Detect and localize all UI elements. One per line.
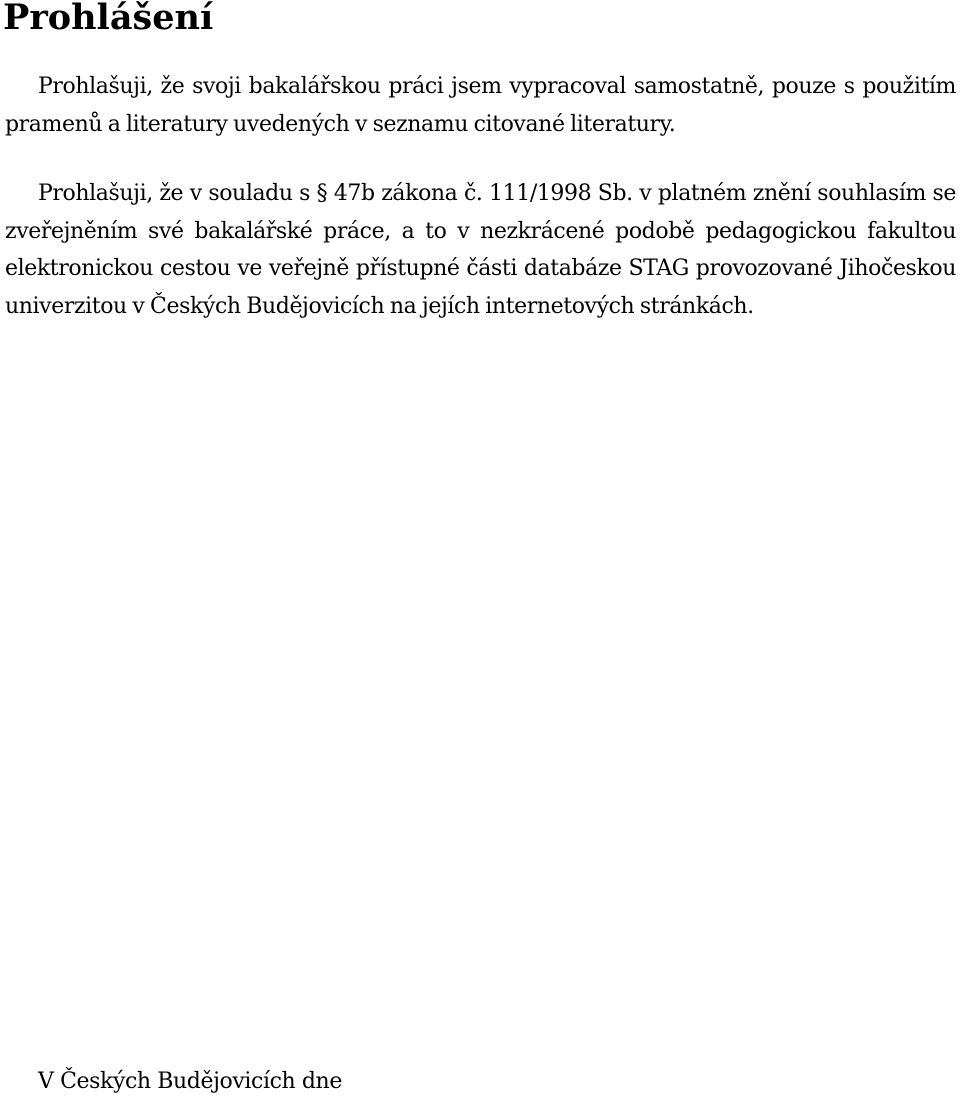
declaration-paragraph-independent-work: Prohlašuji, že svoji bakalářskou práci jsem vypracoval samostatně, pouze s použitím pramenů a literatury uvedených v seznamu citované literatury. <box>5 74 956 137</box>
declaration-paragraph-publication-consent: Prohlašuji, že v souladu s § 47b zákona č. 111/1998 Sb. v platném znění souhlasím se zveřejněním své bakalářské práce, a to v nezkrácené podobě pedagogickou fakultou elektronickou cestou ve veřejně přístupné části databáze STAG provozované Jihočeskou univerzitou v Českých Budějovicích na jejích internetových stránkách. <box>5 181 956 319</box>
page-title: Prohlášení <box>3 0 214 38</box>
place-and-date-line: V Českých Budějovicích dne <box>38 1069 342 1094</box>
